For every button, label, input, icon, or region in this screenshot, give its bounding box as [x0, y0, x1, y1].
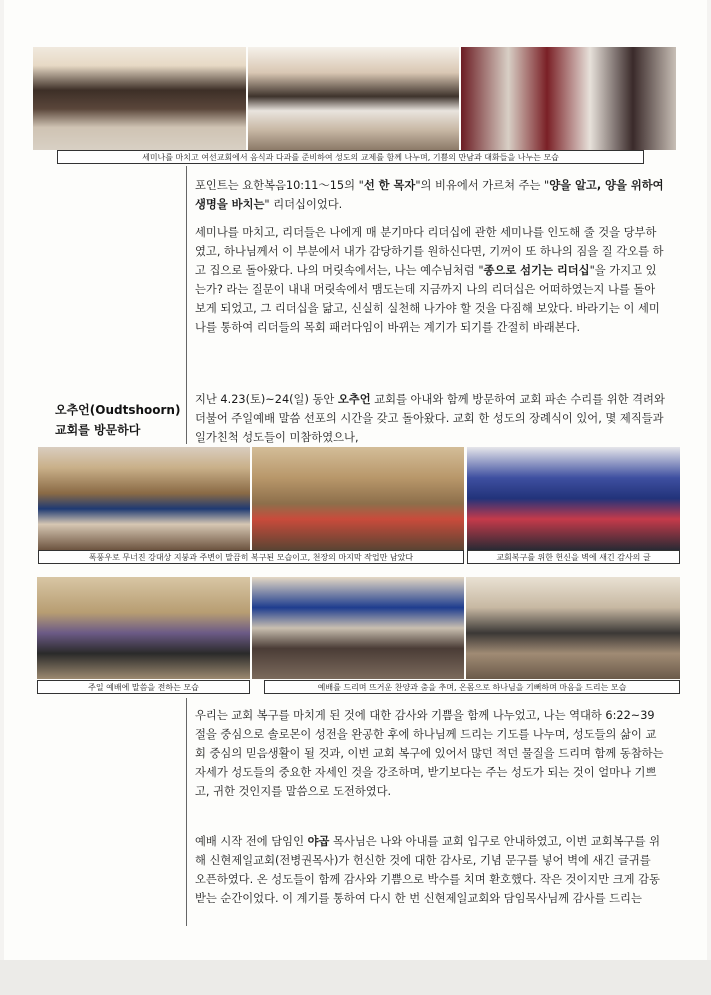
paragraph-seminar-reflection: 세미나를 마치고, 리더들은 나에게 매 분기마다 리더십에 관한 세미나를 인도해 줄 것을 당부하였고, 하나님께서 이 부분에서 내가 감당하기를 원하신다면, 기꺼이 또 하나의 짐을 질 각오를 하고 집으로 돌아왔다. 나의 머릿속에서는, 나는 예수님처럼 "종으로 섬기는 리더십"을 가지고 있는가? 라는 질문이 내내 머릿속에서 맴도는데 지금까지 나의 리더십은 어떠하였는지 나를 돌아보게 되었고, 그 리더십을 닮고, 신실히 실천해 나가야 할 것을 다짐해 보았다. 바라기는 이 세미나를 통하여 리더들의 목회 패러다임이 바뀌는 계기가 되기를 간절히 바래본다. — [195, 226, 664, 334]
photo-plaque-unveiling — [467, 447, 680, 550]
photo-fellowship-hall-3 — [461, 47, 676, 150]
photo-restored-pulpit-2 — [252, 447, 464, 550]
caption-fellowship: 세미나를 마치고 여선교회에서 음식과 다과를 준비하여 성도의 교제를 함께 나누며, 기쁨의 만남과 대화들을 나누는 모습 — [57, 150, 644, 164]
photo-worship-2 — [466, 577, 680, 679]
caption-worship: 예배를 드리며 뜨거운 찬양과 춤을 추며, 온몸으로 하나님을 기뻐하며 마음을 드리는 모습 — [264, 680, 680, 694]
photo-preaching — [37, 577, 250, 679]
paragraph-plaque-opening: 예배 시작 전에 담임인 야곱 목사님은 나와 아내를 교회 입구로 안내하였고, 이번 교회복구를 위해 신현제일교회(전병권목사)가 헌신한 것에 대한 감사로, 기념 문구를 넣어 벽에 새긴 글귀를 오픈하였다. 온 성도들이 함께 감사와 기쁨으로 박수를 치며 환호했다. 작은 것이지만 크게 감동받는 순간이었다. 이 계기를 통하여 다시 한 번 신현제일교회와 담임목사님께 감사를 드리는 — [195, 835, 660, 905]
caption-preaching: 주일 예배에 말씀을 전하는 모습 — [37, 680, 250, 694]
photo-fellowship-hall-2 — [248, 47, 459, 150]
page-bottom-margin — [0, 960, 711, 995]
photo-worship-1 — [252, 577, 464, 679]
section-title-line-2: 교회를 방문하다 — [55, 423, 141, 437]
paragraph-sermon: 우리는 교회 복구를 마치게 된 것에 대한 감사와 기쁨을 함께 나누었고, 나는 역대하 6:22~39절을 중심으로 솔로몬이 성전을 완공한 후에 하나님께 드리는 기도를 나누며, 성도들의 삶이 교회 중심의 믿음생활이 될 것과, 이번 교회 복구에 있어서 많던 적던 물질을 드리며 함께 동참하는 자세가 성도들의 중요한 자세인 것을 강조하며, 받기보다는 주는 성도가 되는 것이 얼마나 기쁘고, 귀한 것인지를 말씀으로 도전하였다. — [195, 709, 664, 798]
paragraph-visit: 지난 4.23(토)~24(일) 동안 오추언 교회를 아내와 함께 방문하여 교회 파손 수리를 위한 격려와 더불어 주일예배 말씀 선포의 시간을 갖고 돌아왔다. 교회 한 성도의 장례식이 있어, 몇 제직들과 일가친척 성도들이 미참하였으나, — [195, 393, 665, 444]
photo-restored-pulpit-1 — [38, 447, 250, 550]
column-divider-top — [186, 166, 187, 444]
photo-fellowship-hall-1 — [33, 47, 246, 150]
paragraph-leadership-point: 포인트는 요한복음10:11～15의 "선 한 목자"의 비유에서 가르쳐 주는 "양을 알고, 양을 위하여 생명을 바치는" 리더십이었다. — [195, 179, 664, 211]
caption-plaque: 교회복구를 위한 헌신을 벽에 새긴 감사의 글 — [467, 550, 680, 564]
paragraph-visit-clip — [195, 390, 665, 444]
column-divider-bottom — [186, 698, 187, 926]
caption-restoration: 폭풍우로 무너진 강대상 지붕과 주변이 말끔히 복구된 모습이고, 천장의 마지막 작업만 남았다 — [38, 550, 464, 564]
section-title-oudtshoorn-visit — [55, 400, 185, 440]
section-title-line-1: 오추언(Oudtshoorn) — [55, 403, 181, 417]
